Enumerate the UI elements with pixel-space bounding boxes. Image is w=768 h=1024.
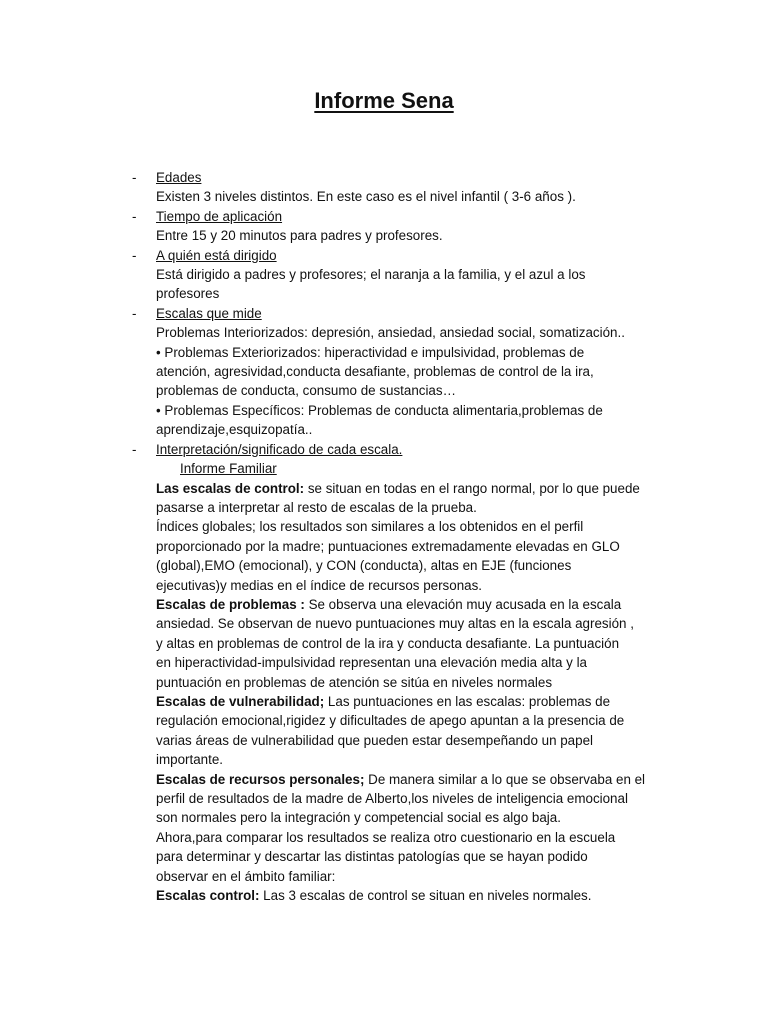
document-body <box>130 168 670 905</box>
section-tiempo <box>130 207 670 246</box>
section-text: • Problemas Exteriorizados: hiperactividad e impulsividad, problemas de <box>156 344 585 360</box>
paragraph-lead: Las escalas de control: <box>156 480 305 496</box>
subheading-informe-familiar: Informe Familiar <box>180 461 277 477</box>
paragraph-text: varias áreas de vulnerabilidad que pueden estar desempeñando un papel <box>156 732 594 748</box>
list-dash: - <box>132 247 137 263</box>
paragraph-lead: Escalas de recursos personales; <box>156 771 365 787</box>
paragraph-problemas <box>130 595 670 692</box>
paragraph-text: ansiedad. Se observan de nuevo puntuaciones muy altas en la escala agresión , <box>156 616 634 632</box>
section-text: problemas de conducta, consumo de sustancias… <box>156 383 456 399</box>
section-heading: Escalas que mide <box>156 305 262 321</box>
paragraph-text: puntuación en problemas de atención se sitúa en niveles normales <box>156 674 553 690</box>
list-dash: - <box>132 208 137 224</box>
section-text: Está dirigido a padres y profesores; el naranja a la familia, y el azul a los <box>156 267 586 283</box>
paragraph-text: Las puntuaciones en las escalas: problemas de <box>324 693 611 709</box>
section-edades <box>130 168 670 207</box>
paragraph-escalas-control <box>130 886 670 905</box>
section-heading: Interpretación/significado de cada escala. <box>156 441 403 457</box>
section-text: Problemas Interiorizados: depresión, ansiedad, ansiedad social, somatización.. <box>156 325 625 341</box>
paragraph-text: Las 3 escalas de control se situan en niveles normales. <box>259 888 592 904</box>
section-text: aprendizaje,esquizopatía.. <box>156 422 313 438</box>
paragraph-vulnerabilidad <box>130 692 670 770</box>
paragraph-text: y altas en problemas de control de la ira y conducta desafiante. La puntuación <box>156 635 620 651</box>
paragraph-lead: Escalas de problemas : <box>156 596 305 612</box>
paragraph-text: regulación emocional,rigidez y dificultades de apego apuntan a la presencia de <box>156 713 625 729</box>
paragraph-text: observar en el ámbito familiar: <box>156 868 336 884</box>
section-text: atención, agresividad,conducta desafiante, problemas de control de la ira, <box>156 364 594 380</box>
list-dash: - <box>132 305 137 321</box>
paragraph-text: perfil de resultados de la madre de Alberto,los niveles de inteligencia emocional <box>156 791 628 806</box>
paragraph-text: De manera similar a lo que se observaba en el <box>364 771 646 787</box>
section-interpretacion <box>130 440 670 479</box>
page-title <box>0 87 768 115</box>
section-text: Existen 3 niveles distintos. En este caso es el nivel infantil ( 3-6 años ). <box>156 189 576 205</box>
section-dirigido <box>130 246 670 304</box>
paragraph-text: se situan en todas en el rango normal, por lo que puede <box>304 480 640 496</box>
paragraph-text: Ahora,para comparar los resultados se realiza otro cuestionario en la escuela <box>156 829 616 845</box>
paragraph-text: Se observa una elevación muy acusada en la escala <box>304 596 622 612</box>
paragraph-text: pasarse a interpretar al resto de escalas de la prueba. <box>156 499 477 515</box>
paragraph-text: son normales pero la integración y competencial social es algo baja. <box>156 810 561 826</box>
section-heading: Tiempo de aplicación <box>156 208 283 224</box>
paragraph-recursos <box>130 770 670 886</box>
list-dash: - <box>132 170 137 185</box>
paragraph-control <box>130 479 670 595</box>
paragraph-text: para determinar y descartar las distintas patologías que se hayan podido <box>156 849 588 865</box>
paragraph-lead: Escalas control: <box>156 888 260 904</box>
paragraph-text: proporcionado por la madre; puntuaciones extremadamente elevadas en GLO <box>156 538 620 554</box>
section-heading: A quién está dirigido <box>156 247 277 263</box>
list-dash: - <box>132 441 137 457</box>
paragraph-lead: Escalas de vulnerabilidad; <box>156 693 325 709</box>
section-escalas <box>130 304 670 440</box>
page-title-text: Informe Sena <box>314 88 454 113</box>
section-text: • Problemas Específicos: Problemas de conducta alimentaria,problemas de <box>156 402 603 418</box>
section-text: profesores <box>156 286 220 302</box>
paragraph-text: en hiperactividad-impulsividad representan una elevación media alta y la <box>156 655 587 671</box>
paragraph-text: importante. <box>156 752 223 768</box>
paragraph-text: Índices globales; los resultados son similares a los obtenidos en el perfil <box>156 519 584 535</box>
paragraph-text: (global),EMO (emocional), y CON (conducta), altas en EJE (funciones <box>156 558 572 574</box>
section-heading: Edades <box>156 170 202 185</box>
section-text: Entre 15 y 20 minutos para padres y profesores. <box>156 228 443 244</box>
paragraph-text: ejecutivas)y medias en el índice de recursos personas. <box>156 577 483 593</box>
